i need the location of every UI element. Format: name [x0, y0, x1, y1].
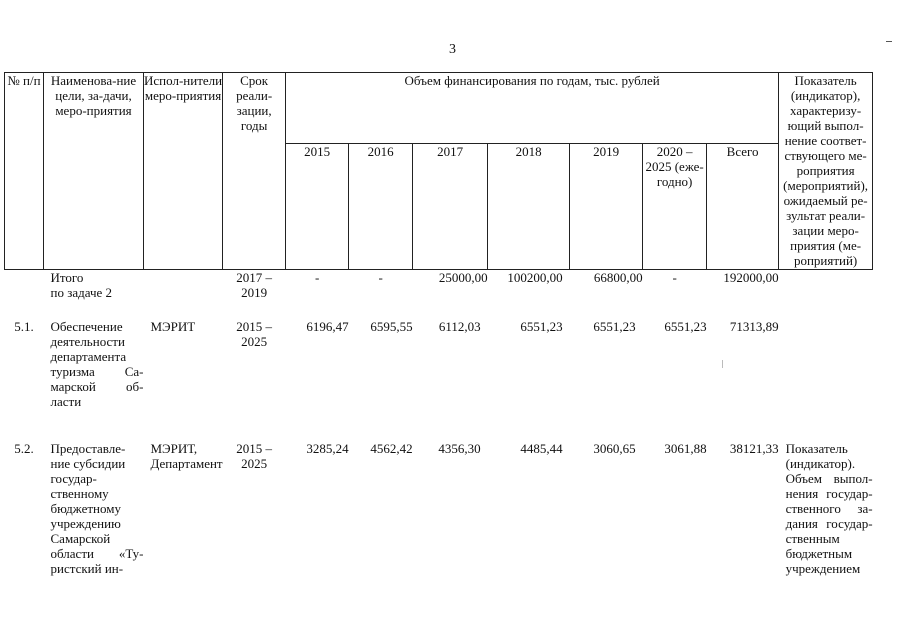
row-indicator-line: Показатель: [785, 441, 848, 456]
row-term-line: 2019: [241, 285, 268, 300]
row-indicator-line: учреждением: [785, 561, 861, 576]
header-year: 2020 – 2025 (еже-годно): [643, 144, 707, 270]
table-row: [5, 441, 873, 591]
page-number: 3: [449, 42, 456, 57]
row-name-line: по задаче 2: [50, 285, 113, 300]
row-name-line: области «Ту-: [50, 546, 144, 561]
row-term-line: 2025: [241, 456, 268, 471]
value-2018: 4485,44: [520, 441, 563, 456]
value-2015: -: [314, 270, 320, 285]
row-name-line: ласти: [50, 394, 82, 409]
row-indicator-line: дания государ-: [785, 516, 873, 531]
table-row: [5, 270, 873, 320]
header-year: 2018: [488, 144, 570, 270]
value-2018: 6551,23: [520, 319, 563, 334]
value-2016: 6595,55: [370, 319, 413, 334]
row-name-line: департамента: [50, 349, 127, 364]
header-year: 2015: [286, 144, 349, 270]
row-indicator: [779, 319, 873, 441]
value-2017: 4356,30: [438, 441, 481, 456]
row-term: [223, 270, 286, 320]
value-2016: -: [378, 270, 383, 285]
row-name-line: Предоставле-: [50, 441, 126, 456]
value-total: 71313,89: [729, 319, 779, 334]
value-2015: 6196,47: [306, 319, 349, 334]
row-executor-line: МЭРИТ,: [150, 441, 198, 456]
row-term-line: 2015 –: [236, 441, 272, 456]
header-indicator: Показатель (индикатор), характеризу-ющий выпол-нение соответ-ствующего ме-роприятия (мероприятий), ожидаемый ре-зультат реали-зации меро-приятия (ме-роприятий): [779, 73, 873, 270]
row-name-line: учреждению: [50, 516, 121, 531]
row-name-line: Самарской: [50, 531, 111, 546]
value-2020-2025: 3061,88: [664, 441, 707, 456]
row-name-line: деятельности: [50, 334, 125, 349]
row-term-line: 2017 –: [236, 270, 272, 285]
row-name: [44, 270, 144, 320]
row-name-line: туризма Са-: [50, 364, 144, 379]
row-indicator-line: ственного за-: [785, 501, 873, 516]
row-number: 5.2.: [14, 441, 34, 456]
header-name: Наименова-ние цели, за-дачи, меро-приятия: [44, 73, 144, 270]
row-name-line: Обеспечение: [50, 319, 123, 334]
value-2019: 3060,65: [593, 441, 636, 456]
value-2019: 6551,23: [593, 319, 636, 334]
row-name: [44, 441, 144, 591]
value-2015: 3285,24: [306, 441, 349, 456]
value-2017: 6112,03: [438, 319, 481, 334]
row-name-line: ристский ин-: [50, 561, 124, 576]
row-indicator: [779, 441, 873, 591]
header-executors: Испол-нители меро-приятия: [144, 73, 223, 270]
value-2019: 66800,00: [593, 270, 643, 285]
row-indicator-line: ственным: [785, 531, 840, 546]
header-financing: Объем финансирования по годам, тыс. рублей: [286, 73, 779, 144]
row-number: 5.1.: [14, 319, 34, 334]
row-name-line: бюджетному: [50, 501, 121, 516]
row-executors: МЭРИТ: [150, 319, 196, 334]
row-indicator-line: бюджетным: [785, 546, 853, 561]
value-2016: 4562,42: [370, 441, 413, 456]
row-indicator-line: нения государ-: [785, 486, 873, 501]
value-total: 192000,00: [723, 270, 779, 285]
row-indicator-line: Объем выпол-: [785, 471, 873, 486]
row-indicator: [779, 270, 873, 320]
header-year: 2016: [349, 144, 413, 270]
row-executors: [144, 270, 223, 320]
row-term: [223, 441, 286, 591]
value-total: 38121,33: [729, 441, 779, 456]
row-name-line: Итого: [50, 270, 84, 285]
row-term: [223, 319, 286, 441]
row-term-line: 2015 –: [236, 319, 272, 334]
financing-table: [4, 72, 873, 591]
row-indicator-line: (индикатор).: [785, 456, 856, 471]
header-row: [5, 73, 873, 144]
row-executors: [144, 441, 223, 591]
header-year: 2019: [570, 144, 643, 270]
header-term: Срок реали-зации, годы: [223, 73, 286, 270]
table-row: [5, 319, 873, 441]
row-name-line: ственному: [50, 486, 109, 501]
row-name: [44, 319, 144, 441]
header-total: Всего: [707, 144, 779, 270]
value-2018: 100200,00: [507, 270, 563, 285]
row-term-line: 2025: [241, 334, 268, 349]
row-number: [5, 270, 44, 320]
value-2020-2025: -: [672, 270, 677, 285]
row-name-line: марской об-: [50, 379, 144, 394]
scan-mark: [886, 41, 892, 42]
value-2017: 25000,00: [438, 270, 488, 285]
header-year: 2017: [413, 144, 488, 270]
row-name-line: ние субсидии: [50, 456, 126, 471]
row-name-line: государ-: [50, 471, 97, 486]
value-2020-2025: 6551,23: [664, 319, 707, 334]
header-number: № п/п: [5, 73, 44, 270]
row-executor-line: Департамент: [150, 456, 223, 471]
